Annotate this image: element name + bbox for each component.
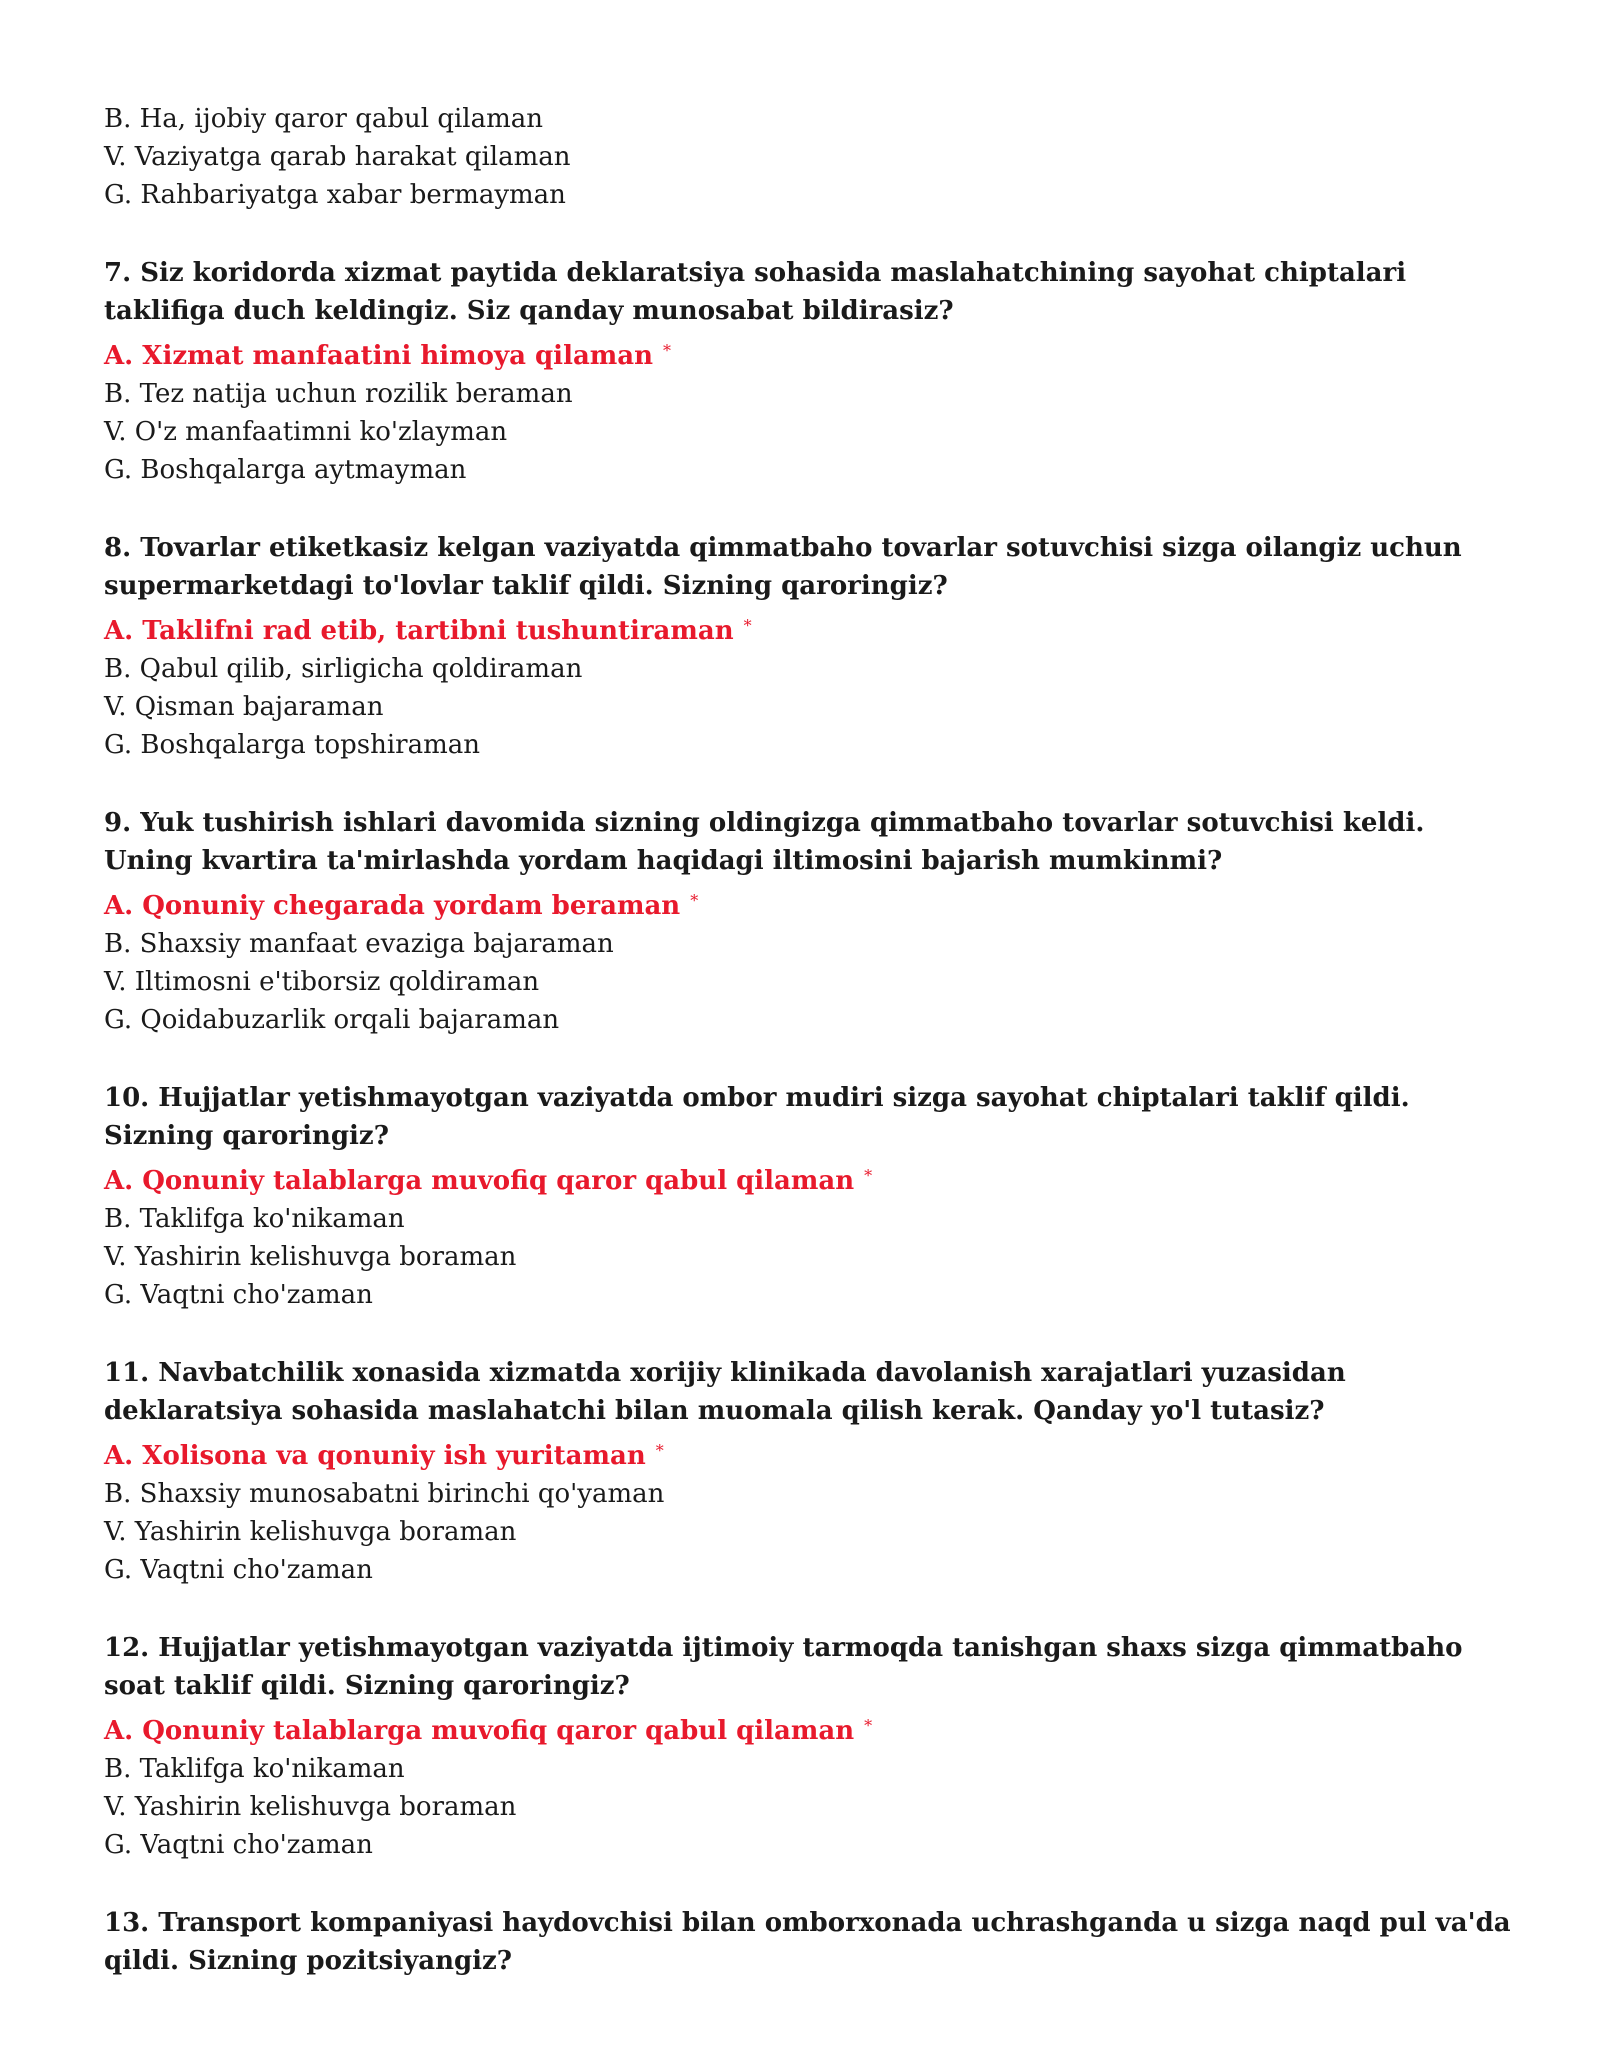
option-v: V. Yashirin kelishuvga boraman	[104, 1792, 517, 1822]
correct-marker: *	[743, 616, 752, 635]
question-text: 13. Transport kompaniyasi haydovchisi bilan omborxonada uchrashganda u sizga naqd pul va'da qildi. Sizning pozitsiyangiz?	[104, 1908, 1511, 1976]
question-text: 11. Navbatchilik xonasida xizmatda xorijiy klinikada davolanish xarajatlari yuzasidan deklaratsiya sohasida maslahatchi bilan muomala qilish kerak. Qanday yo'l tutasiz?	[104, 1358, 1346, 1426]
option-b: B. Taklifga ko'nikaman	[104, 1754, 405, 1784]
option-g: G. Vaqtni cho'zaman	[104, 1280, 373, 1310]
option-b: B. Shaxsiy manfaat evaziga bajaraman	[104, 929, 614, 959]
correct-answer	[104, 332, 1520, 375]
question-7	[104, 254, 1520, 489]
correct-answer	[104, 1707, 1520, 1750]
option-g: G. Qoidabuzarlik orqali bajaraman	[104, 1005, 560, 1035]
option-g: G. Rahbariyatga xabar bermayman	[104, 180, 566, 210]
option-b: B. Tez natija uchun rozilik beraman	[104, 379, 573, 409]
correct-marker: *	[690, 891, 699, 910]
correct-answer	[104, 1157, 1520, 1200]
correct-marker: *	[864, 1716, 873, 1735]
correct-answer-text: A. Taklifni rad etib, tartibni tushuntiraman	[104, 616, 734, 646]
option-v: V. O'z manfaatimni ko'zlayman	[104, 417, 508, 447]
option-v: V. Vaziyatga qarab harakat qilaman	[104, 142, 571, 172]
correct-marker: *	[663, 341, 672, 360]
question-text: 9. Yuk tushirish ishlari davomida sizning oldingizga qimmatbaho tovarlar sotuvchisi keldi. Uning kvartira ta'mirlashda yordam haqidagi iltimosini bajarish mumkinmi?	[104, 808, 1425, 876]
option-v: V. Yashirin kelishuvga boraman	[104, 1517, 517, 1547]
option-v: V. Iltimosni e'tiborsiz qoldiraman	[104, 967, 540, 997]
correct-answer-text: A. Xolisona va qonuniy ish yuritaman	[104, 1441, 646, 1471]
question-12	[104, 1629, 1520, 1864]
question-text: 7. Siz koridorda xizmat paytida deklaratsiya sohasida maslahatchining sayohat chiptalari taklifiga duch keldingiz. Siz qanday munosabat bildirasiz?	[104, 258, 1407, 326]
question-11	[104, 1354, 1520, 1589]
question-9	[104, 804, 1520, 1039]
previous-question-options	[104, 100, 1520, 214]
option-b: B. Qabul qilib, sirligicha qoldiraman	[104, 654, 583, 684]
correct-answer	[104, 607, 1520, 650]
correct-answer-text: A. Qonuniy talablarga muvofiq qaror qabul qilaman	[104, 1166, 855, 1196]
option-b: B. Ha, ijobiy qaror qabul qilaman	[104, 104, 543, 134]
option-v: V. Yashirin kelishuvga boraman	[104, 1242, 517, 1272]
question-10	[104, 1079, 1520, 1314]
option-g: G. Boshqalarga topshiraman	[104, 730, 480, 760]
option-b: B. Taklifga ko'nikaman	[104, 1204, 405, 1234]
correct-answer	[104, 882, 1520, 925]
option-g: G. Vaqtni cho'zaman	[104, 1555, 373, 1585]
option-v: V. Qisman bajaraman	[104, 692, 384, 722]
option-g: G. Vaqtni cho'zaman	[104, 1830, 373, 1860]
question-13	[104, 1904, 1520, 1980]
question-text: 12. Hujjatlar yetishmayotgan vaziyatda ijtimoiy tarmoqda tanishgan shaxs sizga qimmatbaho soat taklif qildi. Sizning qaroringiz?	[104, 1633, 1463, 1701]
option-g: G. Boshqalarga aytmayman	[104, 455, 467, 485]
question-text: 10. Hujjatlar yetishmayotgan vaziyatda ombor mudiri sizga sayohat chiptalari taklif qildi. Sizning qaroringiz?	[104, 1083, 1410, 1151]
correct-marker: *	[864, 1166, 873, 1185]
correct-answer-text: A. Qonuniy chegarada yordam beraman	[104, 891, 681, 921]
correct-answer-text: A. Xizmat manfaatini himoya qilaman	[104, 341, 654, 371]
correct-marker: *	[655, 1441, 664, 1460]
question-8	[104, 529, 1520, 764]
question-text: 8. Tovarlar etiketkasiz kelgan vaziyatda qimmatbaho tovarlar sotuvchisi sizga oilangiz uchun supermarketdagi to'lovlar taklif qildi. Sizning qaroringiz?	[104, 533, 1462, 601]
correct-answer	[104, 1432, 1520, 1475]
option-b: B. Shaxsiy munosabatni birinchi qo'yaman	[104, 1479, 665, 1509]
correct-answer-text: A. Qonuniy talablarga muvofiq qaror qabul qilaman	[104, 1716, 855, 1746]
